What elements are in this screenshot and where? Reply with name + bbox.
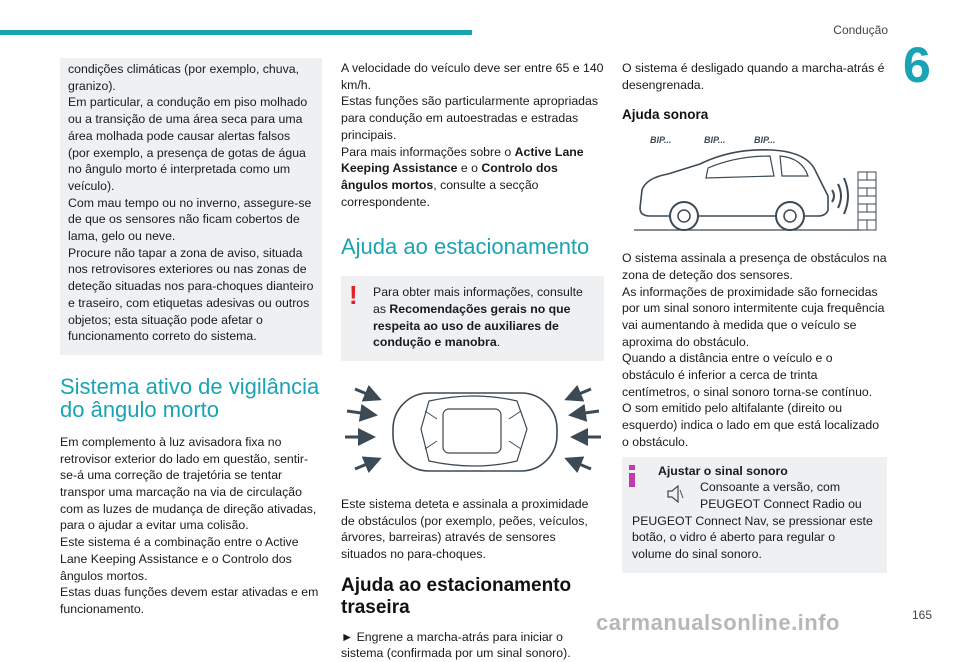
chapter-title: Condução	[833, 23, 888, 37]
tip-text: PEUGEOT Connect Nav, se pressionar este botão, o vidro é aberto para regular o volume do sinal sonoro.	[632, 513, 873, 562]
body-paragraph: Em complemento à luz avisadora fixa no retrovisor exterior do lado em questão, sentir-se-á uma correção de trajetória se tentar transpor uma marcação na via de circulação com as luzes de mudança de direção ativadas, para o ajudar a evitar uma colisão.	[60, 434, 317, 533]
parking-sound-figure	[622, 136, 887, 236]
beep-label: BIP...	[754, 135, 776, 146]
body-paragraph: Estas funções são particularmente apropriadas para condução em autoestradas e estradas principais.	[341, 94, 599, 142]
body-paragraph: O som emitido pelo altifalante (direito ou esquerdo) indica o lado em que está localizado o obstáculo.	[622, 401, 880, 449]
column-2	[341, 60, 604, 662]
info-i-icon	[628, 465, 636, 487]
header-accent-bar	[0, 30, 472, 35]
warning-box	[341, 276, 604, 361]
car-top-view-icon	[341, 379, 604, 481]
body-paragraph: Este sistema é a combinação entre o Active Lane Keeping Assistance e o Controlo dos ângulos mortos.	[60, 535, 299, 583]
note-box	[60, 58, 322, 355]
note-line: condições climáticas (por exemplo, chuva, granizo).	[68, 62, 300, 93]
speaker-icon	[666, 484, 684, 504]
subsection-heading: Ajuda sonora	[622, 107, 709, 123]
tip-title: Ajustar o sinal sonoro	[658, 463, 788, 478]
chapter-number: 6	[903, 37, 931, 93]
body-paragraph: As informações de proximidade são fornecidas por um sinal sonoro intermitente cuja frequência vai aumentando à medida que o veículo se aproxima do obstáculo.	[622, 284, 885, 349]
body-paragraph: Quando a distância entre o veículo e o obstáculo é inferior a cerca de trinta centímetros, o sinal sonoro torna-se contínuo.	[622, 351, 873, 399]
body-paragraph: Estas duas funções devem estar ativadas e em funcionamento.	[60, 585, 319, 616]
link-term: Controlo dos ângulos mortos	[341, 161, 558, 192]
beep-label: BIP...	[704, 135, 726, 146]
beep-label: BIP...	[650, 135, 672, 146]
body-paragraph: Este sistema deteta e assinala a proximidade de obstáculos (por exemplo, peões, veículos, árvores, barreiras) através de sensores situados no para-choques.	[341, 496, 589, 561]
wall-icon	[858, 172, 876, 230]
subsection-heading: Ajuda ao estacionamento traseira	[341, 574, 572, 618]
column-1	[60, 58, 322, 618]
body-paragraph: A velocidade do veículo deve ser entre 65 e 140 km/h.	[341, 61, 604, 92]
warning-text: Para obter mais informações, consulte as Recomendações gerais no que respeita ao uso de auxiliares de condução e manobra.	[373, 285, 583, 350]
page-number: 165	[911, 608, 932, 622]
note-line: Em particular, a condução em piso molhado ou a transição de uma área seca para uma área molhada pode causar alertas falsos (por exemplo, a presença de gotas de água no ângulo morto é interpretada como um veículo).	[68, 95, 308, 193]
body-paragraph: O sistema assinala a presença de obstáculos na zona de deteção dos sensores.	[622, 251, 887, 282]
section-heading: Ajuda ao estacionamento	[341, 234, 590, 260]
body-paragraph: Para mais informações sobre o Active Lane Keeping Assistance e o Controlo dos ângulos mortos, consulte a secção correspondente.	[341, 144, 584, 209]
column-3	[622, 60, 887, 573]
body-paragraph: O sistema é desligado quando a marcha-atrás é desengrenada.	[622, 61, 885, 92]
tip-box	[622, 457, 887, 573]
note-line: Procure não tapar a zona de aviso, situada nos retrovisores exteriores ou nas zonas de deteção situadas nos para-choques dianteiro e traseiro, com etiquetas adesivas ou outros objetos; esta situação pode afetar o funcionamento correto do sistema.	[68, 245, 314, 344]
link-term: Active Lane Keeping Assistance	[341, 144, 584, 176]
note-line: Com mau tempo ou no inverno, assegure-se de que os sensores não ficam cobertos de lama, gelo ou neve.	[68, 195, 312, 244]
warning-exclamation-icon: !	[349, 280, 358, 311]
tip-text: Consoante a versão, com PEUGEOT Connect Radio ou	[700, 480, 862, 511]
step-item: ► Engrene a marcha-atrás para iniciar o sistema (confirmada por um sinal sonoro).	[341, 629, 571, 661]
car-side-view-icon	[622, 138, 887, 238]
watermark: carmanualsonline.info	[596, 610, 840, 635]
section-heading: Sistema ativo de vigilância do ângulo morto	[60, 373, 320, 422]
